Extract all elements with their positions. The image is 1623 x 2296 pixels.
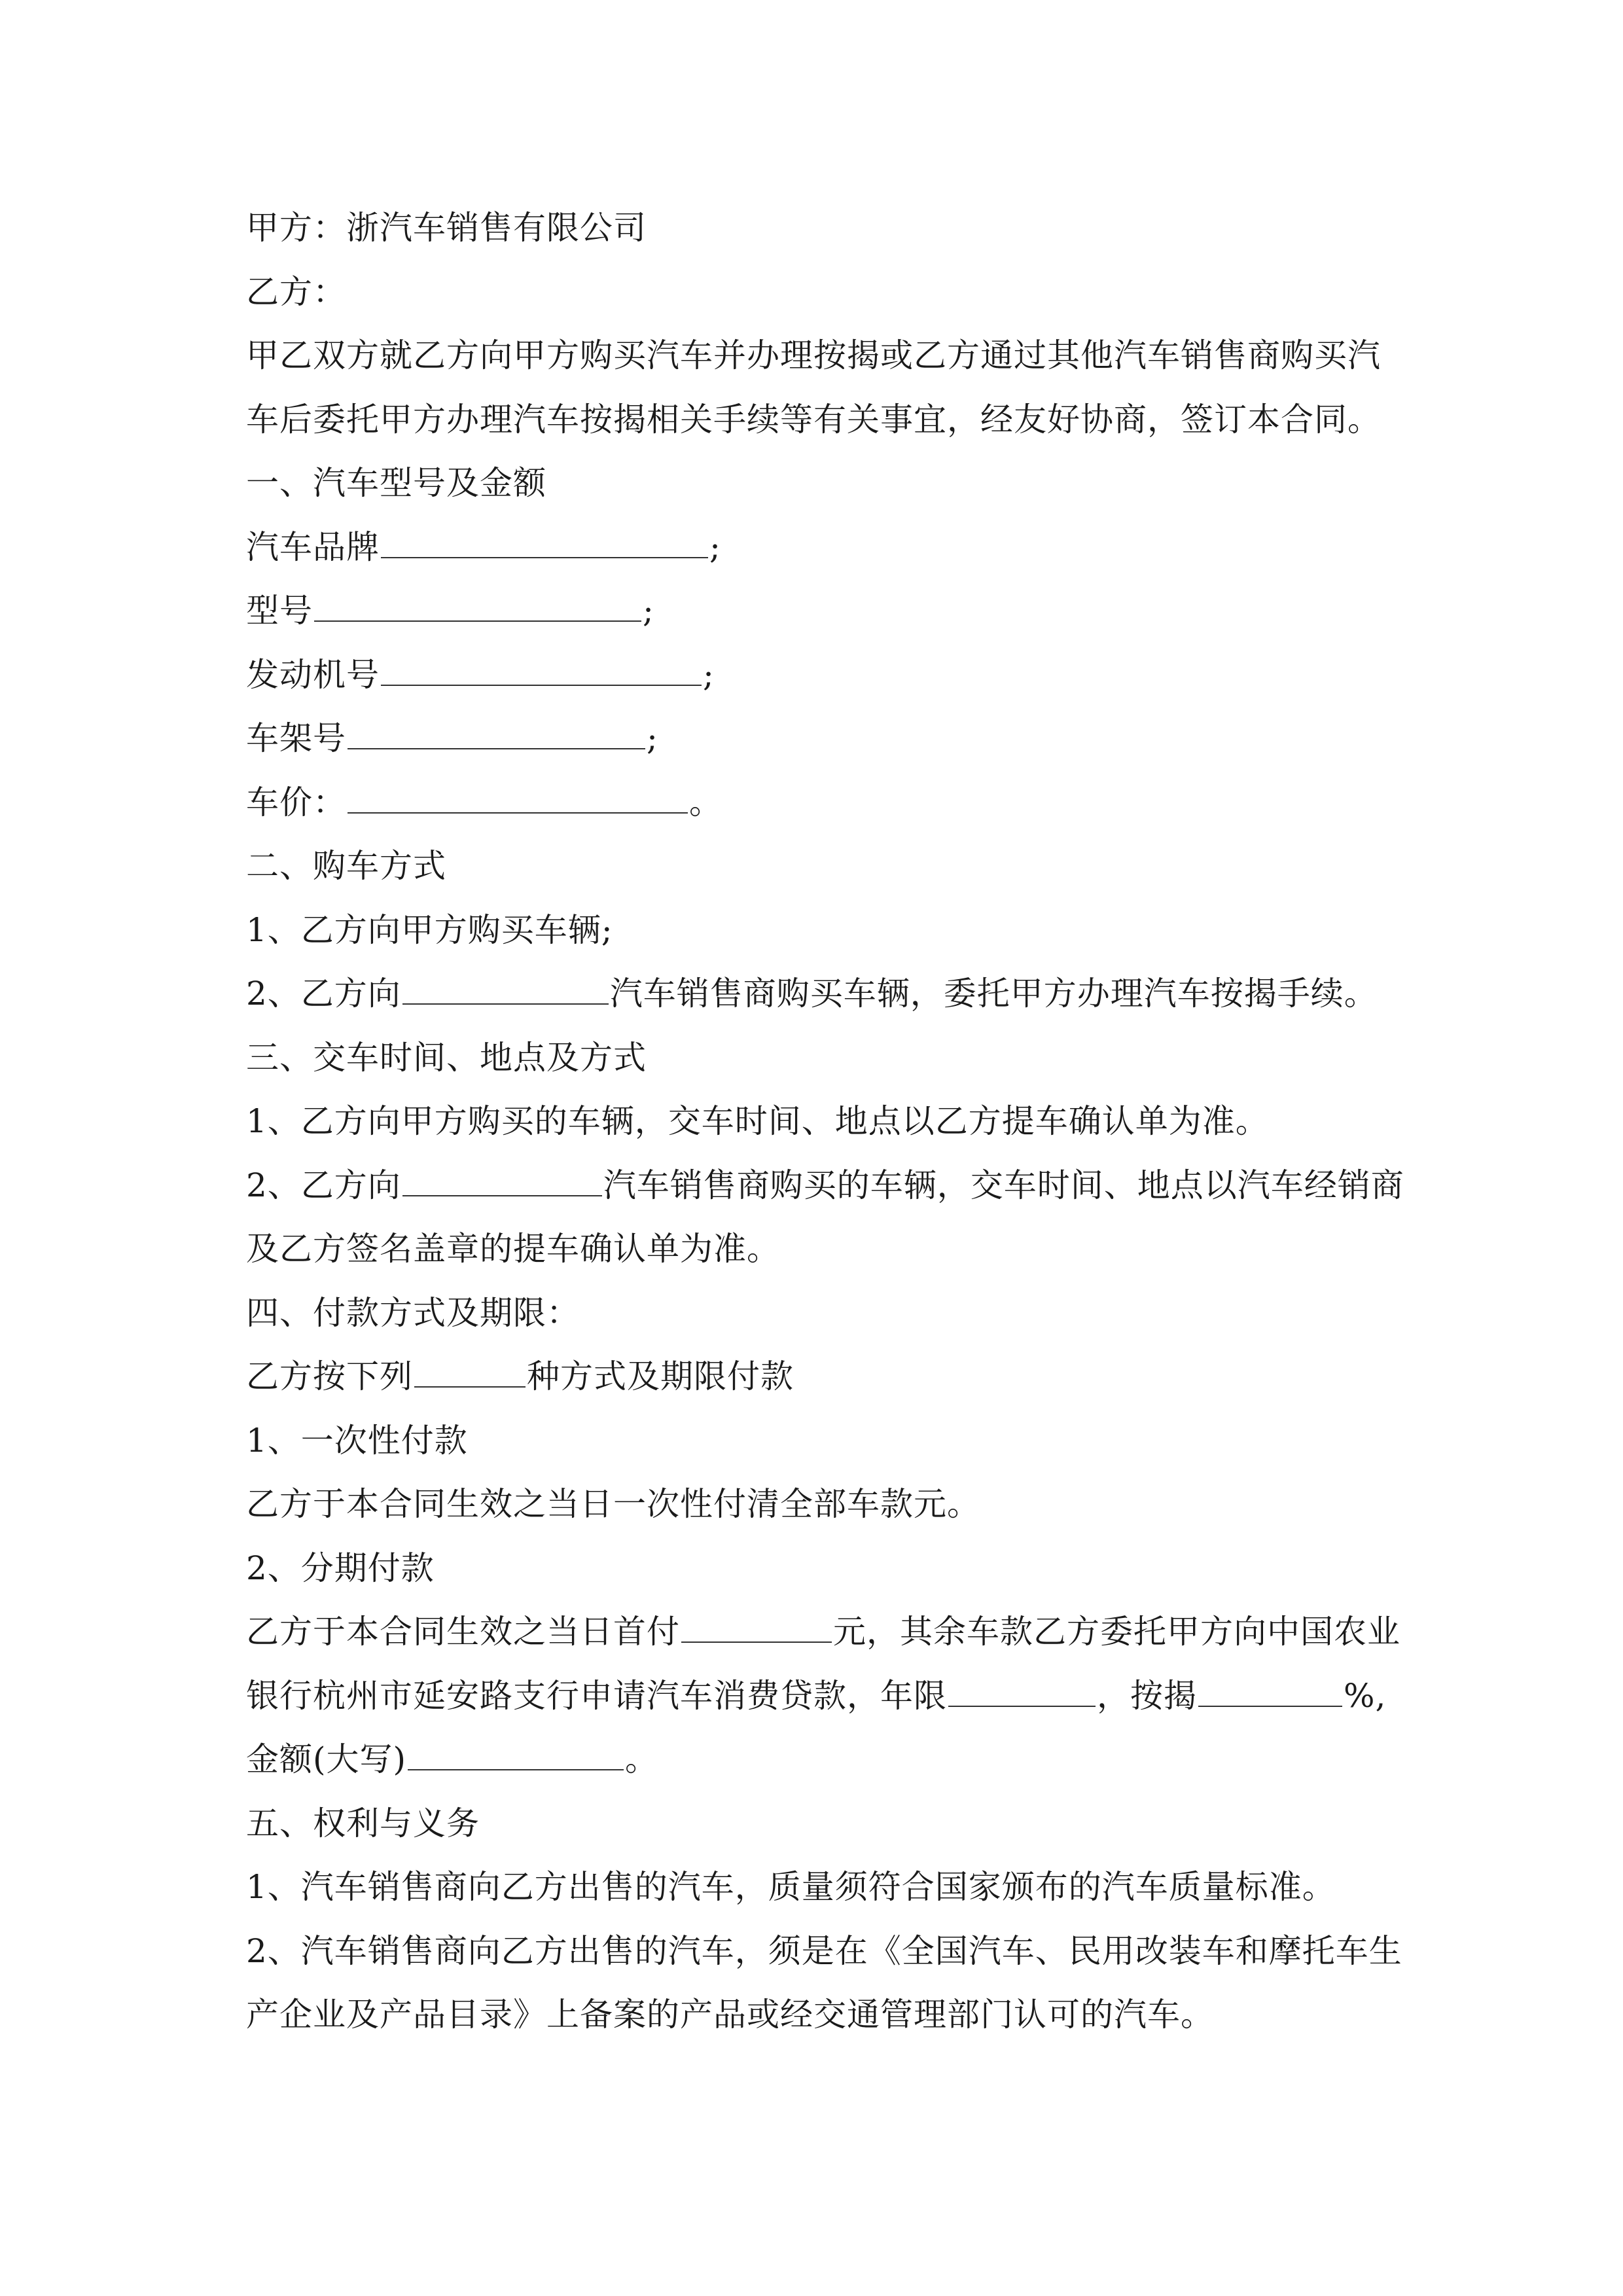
section-3-item-1: 1、乙方向甲方购买的车辆，交车时间、地点以乙方提车确认单为准。 [246, 1102, 1269, 1140]
dealer-blank-1 [402, 965, 609, 1005]
loan-term-label: 银行杭州市延安路支行申请汽车消费贷款，年限 [246, 1676, 947, 1715]
section-4-intro-start: 乙方按下列 [246, 1357, 413, 1395]
intro-line-2: 车后委托甲方办理汽车按揭相关手续等有关事宜，经友好协商，签订本合同。 [246, 400, 1381, 439]
section-5-title: 五、权利与义务 [246, 1804, 480, 1842]
down-payment-rest: 元，其余车款乙方委托甲方向中国农业 [833, 1613, 1400, 1651]
section-1-title: 一、汽车型号及金额 [246, 464, 546, 502]
section-5-item-2: 2、汽车销售商向乙方出售的汽车，须是在《全国汽车、民用改装车和摩托车生 [246, 1931, 1402, 1970]
section-4-item-2-line-2 [246, 1664, 1385, 1729]
mortgage-ratio-blank [1198, 1668, 1342, 1707]
section-3-item-2-start: 2、乙方向 [246, 1166, 401, 1204]
price-row [246, 771, 1385, 835]
down-payment-blank [681, 1604, 832, 1643]
model-row [246, 579, 1385, 643]
section-4-item-2-line-3 [246, 1728, 1385, 1792]
brand-row [246, 516, 1385, 580]
section-4-item-1-title: 1、一次性付款 [246, 1421, 468, 1460]
section-4-title: 四、付款方式及期限： [246, 1293, 580, 1332]
model-label: 型号 [246, 592, 313, 630]
section-2-item-1: 1、乙方向甲方购买车辆; [246, 910, 613, 949]
brand-label: 汽车品牌 [246, 528, 380, 566]
mortgage-label: ，按揭 [1097, 1676, 1197, 1715]
brand-blank [381, 519, 708, 558]
brand-end: ; [709, 528, 721, 566]
model-end: ; [643, 592, 654, 630]
down-payment-label: 乙方于本合同生效之当日首付 [246, 1613, 680, 1651]
method-blank [414, 1348, 526, 1388]
party-b-line: 乙方： [246, 272, 346, 311]
engine-blank [381, 647, 702, 686]
amount-label: 金额(大写) [246, 1740, 407, 1778]
frame-row [246, 707, 1385, 771]
frame-end: ; [647, 719, 658, 757]
section-2-item-2 [246, 962, 1385, 1026]
section-5-item-2-cont: 产企业及产品目录》上备案的产品或经交通管理部门认可的汽车。 [246, 1996, 1214, 2034]
section-3-title: 三、交车时间、地点及方式 [246, 1038, 647, 1077]
loan-term-blank [948, 1668, 1096, 1707]
price-label: 车价： [246, 783, 346, 821]
section-4-item-2-line-1 [246, 1600, 1400, 1664]
section-3-item-2-cont: 及乙方签名盖章的提车确认单为准。 [246, 1230, 780, 1268]
price-end: 。 [689, 783, 722, 821]
section-4-intro [246, 1345, 1385, 1409]
section-2-title: 二、购车方式 [246, 847, 446, 885]
section-4-intro-end: 种方式及期限付款 [527, 1357, 794, 1395]
section-4-item-2-title: 2、分期付款 [246, 1549, 435, 1587]
section-4-item-1-text: 乙方于本合同生效之当日一次性付清全部车款元。 [246, 1485, 980, 1523]
price-blank [348, 774, 688, 814]
amount-end: 。 [625, 1740, 659, 1778]
dealer-blank-2 [402, 1157, 602, 1196]
section-3-item-2-mid: 汽车销售商购买的车辆，交车时间、地点以汽车经销商 [603, 1166, 1404, 1204]
section-5-item-1: 1、汽车销售商向乙方出售的汽车，质量须符合国家颁布的汽车质量标准。 [246, 1868, 1336, 1906]
amount-blank [408, 1731, 624, 1770]
intro-line-1: 甲乙双方就乙方向甲方购买汽车并办理按揭或乙方通过其他汽车销售商购买汽 [246, 336, 1381, 374]
section-2-item-2-start: 2、乙方向 [246, 975, 401, 1013]
party-a-line: 甲方：浙汽车销售有限公司 [246, 209, 647, 247]
contract-body [246, 196, 1404, 2047]
section-3-item-2 [246, 1154, 1404, 1218]
percent-sign: %, [1344, 1676, 1387, 1715]
engine-row [246, 643, 1385, 708]
section-2-item-2-end: 汽车销售商购买车辆，委托甲方办理汽车按揭手续。 [609, 975, 1378, 1013]
engine-end: ; [703, 655, 715, 694]
model-blank [314, 583, 641, 622]
frame-blank [348, 710, 645, 749]
frame-label: 车架号 [246, 719, 346, 757]
engine-label: 发动机号 [246, 655, 380, 694]
